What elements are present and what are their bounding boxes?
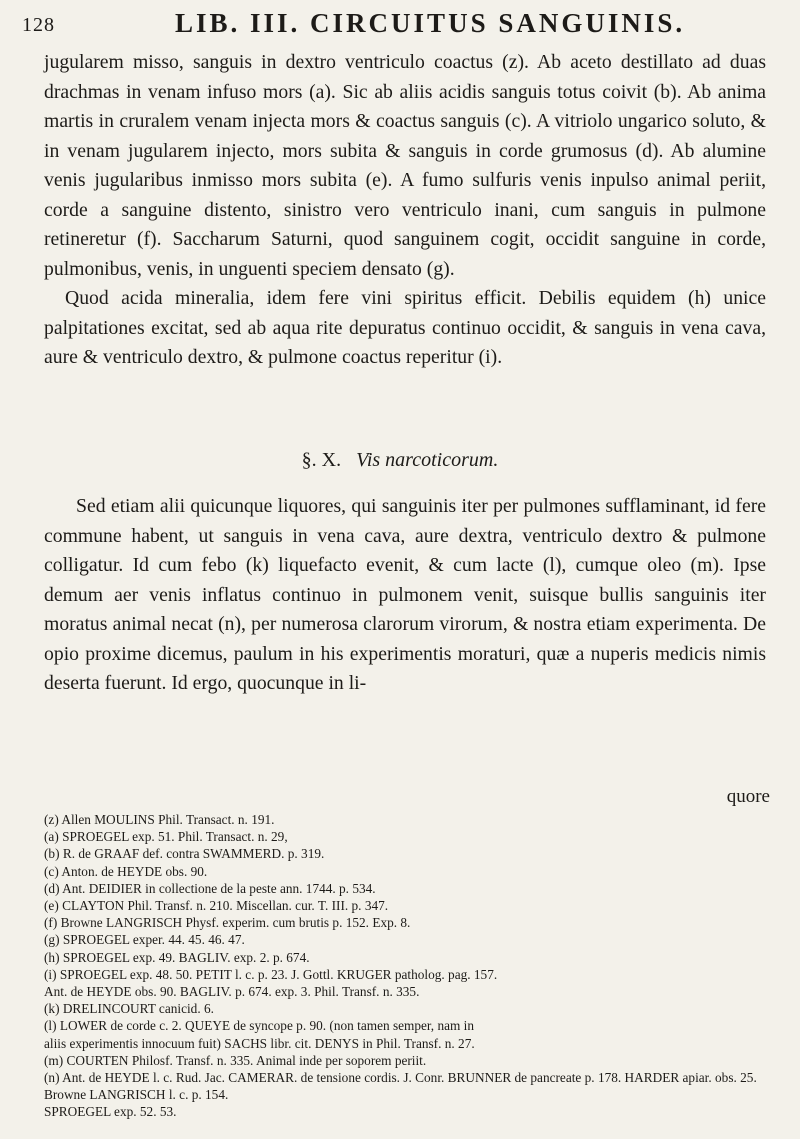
section-title: Vis narcoticorum. [356,449,499,471]
paragraph-1: jugularem misso, sanguis in dextro ventriculo coactus (z). Ab aceto destillato ad duas drachmas in venam infuso mors (a). Sic ab aliis acidis sanguis totus coivit (b). Ab anima martis in cruralem venam injecta mors & coactus sanguis (c). A vitriolo ungarico soluto, & in venam jugularem injecto, mors subita & sanguis in corde grumosus (d). Ab alumine venis jugularibus inmisso mors subita (e). A fumo sulfuris venis inpulso animal periit, corde a sanguine distento, sinistro vero ventriculo inani, cum sanguis in pulmone retineretur (f). Saccharum Saturni, quod sanguinem cogit, occidit sanguine in corde, pulmonibus, venis, in unguenti speciem densato (g). [44,51,766,280]
footnote: (i) SPROEGEL exp. 48. 50. PETIT l. c. p. 23. J. Gottl. KRUGER patholog. pag. 157. [44,966,498,982]
footnote: SPROEGEL exp. 52. 53. [44,1104,177,1120]
paragraph-2: Quod acida mineralia, idem fere vini spiritus efficit. Debilis equidem (h) unice palpitationes excitat, sed ab aqua rite depuratus continuo occidit, & sanguis in vena cava, aure & ventriculo dextro, & pulmone coactus reperitur (i). [44,287,766,368]
footnote: (e) CLAYTON Phil. Transf. n. 210. Miscellan. cur. T. III. p. 347. [44,898,389,914]
running-head [22,6,778,40]
footnote: (n) Ant. de HEYDE l. c. Rud. Jac. CAMERAR. de tensione cordis. J. Conr. BRUNNER de pancreate p. 178. HARDER apiar. obs. 25. Browne LANGRISCH l. c. p. 154. [44,1070,757,1103]
footnote: (z) Allen MOULINS Phil. Transact. n. 191. [44,812,275,827]
footnote: aliis experimentis innocuum fuit) SACHS libr. cit. DENYS in Phil. Transf. n. 27. [44,1035,475,1051]
footnotes [44,811,772,1121]
body-paragraphs [44,48,766,373]
running-title: LIB. III. CIRCUITUS SANGUINIS. [175,8,686,38]
paragraph-3: Sed etiam alii quicunque liquores, qui sanguinis iter per pulmones sufflaminant, id fere commune habent, ut sanguis in vena cava, aure dextra, ventriculo dextro & pulmone colligatur. Id cum febo (k) liquefacto evenit, & cum lacte (l), cumque oleo (m). Ipse demum aer venis inflatus continuo in pulmonem venit, suisque bullis sanguinis iter moratus animal necat (n), per numerosa clarorum virorum, & nostra etiam experimenta. De opio proxime dicemus, paulum in his experimentis moraturi, quæ a nuperis medicis nimis deserta fuerunt. Id ergo, quocunque in li- [44,495,766,694]
catchword: quore [726,786,770,807]
section-number: §. X. [301,449,342,471]
footnote: (b) R. de GRAAF def. contra SWAMMERD. p. 319. [44,846,325,862]
footnote: (g) SPROEGEL exper. 44. 45. 46. 47. [44,932,245,948]
footnote: (c) Anton. de HEYDE obs. 90. [44,863,208,879]
footnote: (a) SPROEGEL exp. 51. Phil. Transact. n. 29, [44,829,288,845]
footnote: (d) Ant. DEIDIER in collectione de la peste ann. 1744. p. 534. [44,880,376,896]
footnote: (h) SPROEGEL exp. 49. BAGLIV. exp. 2. p. 674. [44,949,310,965]
section-heading [0,449,800,472]
footnote: (k) DRELINCOURT canicid. 6. [44,1001,214,1017]
footnote: (l) LOWER de corde c. 2. QUEYE de syncope p. 90. (non tamen semper, nam in [44,1018,475,1034]
section-body [44,492,766,699]
page-number: 128 [22,14,55,36]
footnote: Ant. de HEYDE obs. 90. BAGLIV. p. 674. exp. 3. Phil. Transf. n. 335. [44,984,420,1000]
footnote: (f) Browne LANGRISCH Physf. experim. cum brutis p. 152. Exp. 8. [44,915,411,931]
footnote: (m) COURTEN Philosf. Transf. n. 335. Animal inde per soporem periit. [44,1052,427,1068]
